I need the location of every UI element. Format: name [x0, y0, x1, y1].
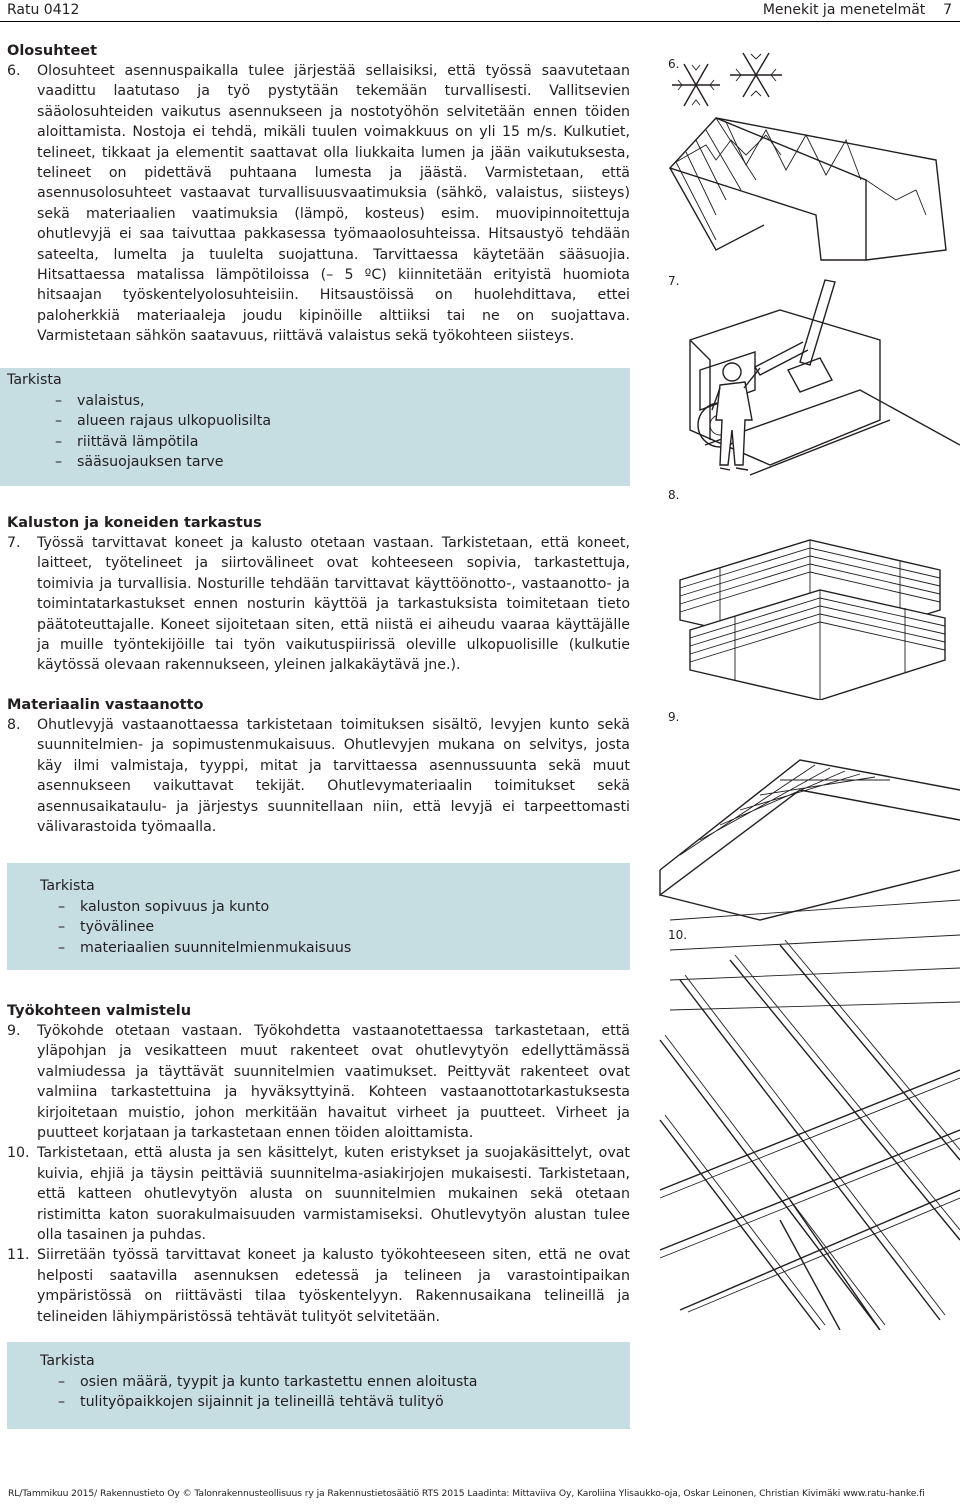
section-materiaalin-vastaanotto: [7, 695, 630, 837]
item-text: Työssä tarvittavat koneet ja kalusto otetaan vastaan. Tarkistetaan, että koneet, laitteet, työtelineet ja siirtovälineet ovat kohteeseen sopivia, tarkastettuja, toimivia ja turvallisia. Nosturille tehdään tarvittavat käyttöönotto-, vastaanotto- ja toimintatarkastukset ennen nosturin käyttöä ja tarkastuksista toimitetaan tieto päätoteuttajalle. Koneet sijoitetaan siten, että niistä ei aiheudu vaaraa käyttäjälle ja muille työntekijöille tai työn vaikutuspiirissä oleville ulkopuolisille (kulkutie käytössä olevaan rakennukseen, yleinen jalkakäytävä jne.).: [37, 535, 630, 674]
snowflake-icon: [730, 53, 782, 97]
check-item: – kaluston sopivuus ja kunto: [58, 898, 270, 915]
check-item: – alueen rajaus ulkopuolisilta: [55, 413, 272, 429]
item-number: 7.: [7, 535, 21, 551]
item-text: Työkohde otetaan vastaan. Työkohdetta vastaanotettaessa tarkastetaan, että yläpohjan ja vesikatteen muut rakenteet ovat ohutlevytyön edellyttämässä valmiudessa ja täyttävät suunnitelmien vaatimukset. Peittyvät rakenteet ovat valmiina tarkastettuina ja hyväksyttyinä. Kohteen vastaanottotarkastuksesta kirjoitetaan muistio, johon merkitään havaitut virheet ja puutteet. Virheet ja puutteet korjataan ja tarkastetaan ennen töiden aloittamista.: [37, 1023, 630, 1142]
box-title: Tarkista: [7, 372, 62, 388]
section-title: Kaluston ja koneiden tarkastus: [7, 515, 262, 531]
paragraph-6: [7, 61, 630, 347]
box-title: Tarkista: [40, 1353, 95, 1369]
header-rule: [0, 21, 960, 22]
item-number: 11.: [7, 1247, 30, 1264]
doc-code: Ratu 0412: [7, 2, 80, 18]
figure-label-6: 6.: [668, 57, 680, 71]
check-item: – riittävä lämpötila: [55, 433, 199, 450]
check-item: – valaistus,: [55, 392, 145, 409]
worker-figure: [712, 363, 760, 470]
section-kaluston-tarkastus: [7, 513, 630, 676]
check-item: – työvälinee: [58, 919, 155, 935]
page-footer: RL/Tammikuu 2015/ Rakennustieto Oy © Talonrakennusteollisuus ry ja Rakennustietosäätiö RTS 2015 Laadinta: Mittaviiva Oy, Karoliina Ylisaukko-oja, Oskar Leinonen, Christian Kivimäki www.ratu-hanke.fi: [8, 1488, 925, 1499]
item-text: Tarkistetaan, että alusta ja sen käsittelyt, kuten eristykset ja suojakäsittelyt, ovat kuivia, ehjiä ja täysin peittäviä suunnitelma-asiakirjojen mukaisesti. Tarkistetaan, että katteen ohutlevytyön alusta on suunnitelmien mukainen sekä otetaan ristimitta katon suorakulmaisuuden varmistamiseksi. Ohutlevytyön alustan tulee olla tasainen ja puhdas.: [37, 1145, 630, 1244]
check-box-1: [0, 368, 630, 486]
check-item: – materiaalien suunnitelmienmukaisuus: [58, 939, 352, 956]
figure-9-roof-structure-illustration: [640, 720, 960, 1330]
check-box-3: [7, 1342, 630, 1429]
figure-label-7: 7.: [668, 274, 680, 288]
check-item: – tulityöpaikkojen sijainnit ja telineillä tehtävä tulityö: [58, 1394, 444, 1410]
section-olosuhteet: [7, 41, 630, 347]
doc-section-page: Menekit ja menetelmät 7: [762, 2, 952, 18]
check-box-2: [7, 863, 630, 970]
item-number: 8.: [7, 717, 21, 733]
paragraph-7: [7, 533, 630, 676]
item-number: 10.: [7, 1145, 30, 1162]
figure-label-9: 9.: [668, 710, 680, 724]
item-text: Olosuhteet asennuspaikalla tulee järjestää sellaisiksi, että työssä saavutetaan vaadittu laatutaso ja työ pystytään tekemään turvallisesti. Vallitsevien sääolosuhteiden vaikutus asennukseen ja nostotyöhön selvitetään ennen töiden aloittamista. Nostoja ei tehdä, mikäli tuulen voimakkuus on yli 15 m/s. Kulkutiet, telineet, tikkaat ja elementit saattavat olla liukkaita lumen ja jään vaikutuksesta, telineet on pidettävä puhtaana lumesta ja jäästä. Varmistetaan, että asennusolosuhteet vastaavat turvallisuusvaatimuksia (sähkö, valaistus, siisteys) sekä materiaalien vaatimuksia (lämpö, kosteus) esim. muovipinnoitettuja ohutlevyjä ei saa taivuttaa pakkasessa työmaaolosuhteissa. Hitsaustyö tehdään sateelta, lumelta ja tuulelta suojattuna. Tarvittaessa käytetään sääsuojia. Hitsattaessa matalissa lämpötiloissa (– 5 ºC) kiinnitetään erityistä huomiota hitsaajan työskentelyolosuhteisiin. Hitsaustöissä on huolehdittava, ettei paloherkkiä materiaaleja joudu kipinöille alttiiksi tai ne on suojattava. Varmistetaan sähkön saatavuus, riittävä valaistus sekä työkohteen siisteys.: [37, 63, 630, 345]
section-title: Materiaalin vastaanotto: [7, 697, 204, 713]
paragraph-10: [7, 1143, 630, 1245]
figure-7-crane-truck-illustration: [660, 270, 960, 495]
box-title: Tarkista: [40, 878, 95, 894]
figure-8-sheet-stacks-illustration: [660, 500, 960, 700]
snowflake-icon: [672, 64, 720, 106]
item-number: 9.: [7, 1023, 21, 1039]
check-item: – sääsuojauksen tarve: [55, 454, 224, 470]
item-text: Siirretään työssä tarvittavat koneet ja kalusto työkohteeseen siten, että ne ovat helposti saatavilla asennuksen edetessä ja telineen ja varastointipaikan ympäristössä on riittävästi tilaa työskentelyyn. Rakennusaikana telineillä ja telineiden lähiympäristössä tehtävät tulityöt selvitetään.: [37, 1247, 630, 1325]
figure-label-8: 8.: [668, 488, 680, 502]
section-title: Työkohteen valmistelu: [7, 1003, 192, 1019]
item-number: 6.: [7, 63, 21, 79]
page-header: [0, 0, 960, 22]
section-tyokohteen-valmistelu: [7, 1001, 630, 1327]
figure-6-frame-illustration: [656, 40, 956, 270]
check-item: – osien määrä, tyypit ja kunto tarkastettu ennen aloitusta: [58, 1373, 478, 1390]
paragraph-8: [7, 715, 630, 837]
paragraph-11: [7, 1245, 630, 1327]
section-title: Olosuhteet: [7, 43, 98, 59]
item-text: Ohutlevyjä vastaanottaessa tarkistetaan toimituksen sisältö, levyjen kunto sekä suunnitelmien- ja sopimustenmukaisuus. Ohutlevyjen mukana on selvitys, josta käy ilmi valmistaja, tyyppi, mitat ja tarvittaessa asennussuunta sekä muut asennukseen vaikuttavat tekijät. Ohutlevymateriaalin toimitukset sekä asennusaikataulu- ja järjestys suunnitellaan niin, että levyjä ei tarpeettomasti välivarastoida työmaalla.: [37, 717, 630, 836]
figure-label-10: 10.: [668, 928, 688, 942]
paragraph-9: [7, 1021, 630, 1143]
